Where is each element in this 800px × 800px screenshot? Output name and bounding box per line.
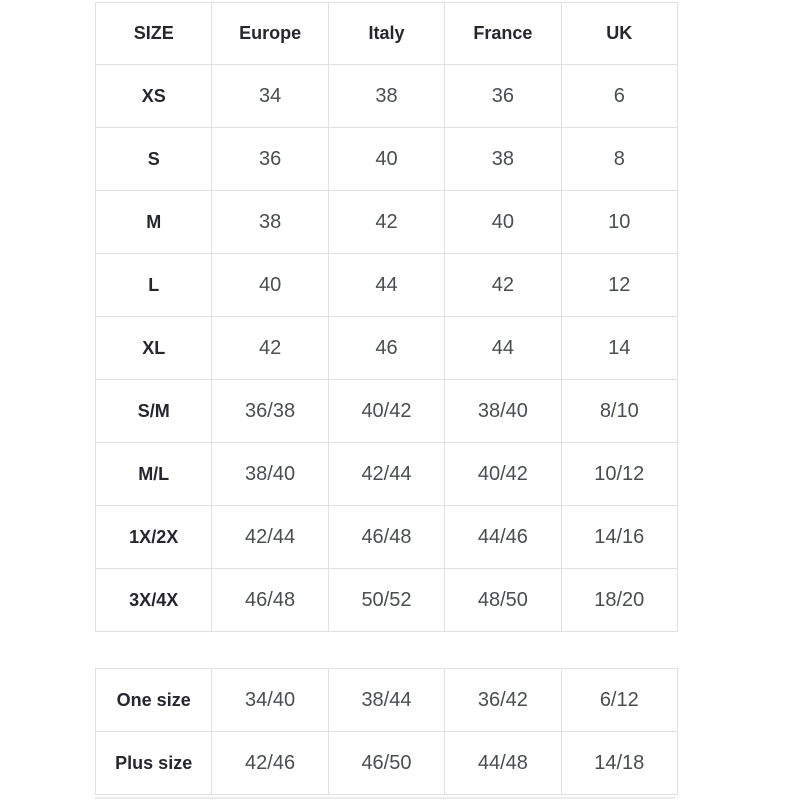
table-row — [96, 65, 678, 128]
size-value-cell: 50/52 — [328, 569, 444, 632]
size-value-cell: 40/42 — [328, 380, 444, 443]
size-table-head — [96, 3, 678, 65]
region-column-header: France — [445, 3, 561, 65]
size-value-cell: 18/20 — [561, 569, 677, 632]
size-value-cell: 10/12 — [561, 443, 677, 506]
size-conversion-chart — [95, 2, 678, 795]
region-column-header: Europe — [212, 3, 328, 65]
size-value-cell: 44/46 — [445, 506, 561, 569]
table-row — [96, 732, 678, 795]
row-label: XS — [96, 65, 212, 128]
row-label: One size — [96, 669, 212, 732]
size-value-cell: 42/44 — [212, 506, 328, 569]
row-label: XL — [96, 317, 212, 380]
size-value-cell: 8/10 — [561, 380, 677, 443]
size-value-cell: 34/40 — [212, 669, 328, 732]
size-table-body — [96, 65, 678, 632]
row-label: 1X/2X — [96, 506, 212, 569]
region-column-header: UK — [561, 3, 677, 65]
size-value-cell: 14 — [561, 317, 677, 380]
row-label: 3X/4X — [96, 569, 212, 632]
size-value-cell: 46 — [328, 317, 444, 380]
size-value-cell: 44/48 — [445, 732, 561, 795]
table-row — [96, 569, 678, 632]
size-value-cell: 36 — [212, 128, 328, 191]
size-value-cell: 40 — [328, 128, 444, 191]
size-value-cell: 42 — [212, 317, 328, 380]
size-value-cell: 46/48 — [212, 569, 328, 632]
size-value-cell: 38/44 — [328, 669, 444, 732]
size-value-cell: 6 — [561, 65, 677, 128]
row-label: M/L — [96, 443, 212, 506]
size-value-cell: 14/18 — [561, 732, 677, 795]
row-label: S/M — [96, 380, 212, 443]
table-row — [96, 506, 678, 569]
row-label: S — [96, 128, 212, 191]
size-value-cell: 36/42 — [445, 669, 561, 732]
size-value-cell: 46/48 — [328, 506, 444, 569]
size-value-cell: 44 — [328, 254, 444, 317]
size-value-cell: 42/44 — [328, 443, 444, 506]
size-value-cell: 42 — [328, 191, 444, 254]
one-size-table — [95, 668, 678, 795]
size-value-cell: 38 — [328, 65, 444, 128]
size-value-cell: 46/50 — [328, 732, 444, 795]
size-value-cell: 40 — [445, 191, 561, 254]
size-value-cell: 12 — [561, 254, 677, 317]
size-table-header-row — [96, 3, 678, 65]
size-value-cell: 10 — [561, 191, 677, 254]
size-value-cell: 8 — [561, 128, 677, 191]
size-value-cell: 34 — [212, 65, 328, 128]
size-value-cell: 14/16 — [561, 506, 677, 569]
table-row — [96, 191, 678, 254]
row-label: Plus size — [96, 732, 212, 795]
row-label: L — [96, 254, 212, 317]
size-value-cell: 6/12 — [561, 669, 677, 732]
size-value-cell: 38 — [212, 191, 328, 254]
size-value-cell: 36/38 — [212, 380, 328, 443]
size-value-cell: 44 — [445, 317, 561, 380]
table-row — [96, 380, 678, 443]
cropped-next-table-top-edge — [95, 797, 675, 799]
table-row — [96, 443, 678, 506]
table-row — [96, 317, 678, 380]
row-label: M — [96, 191, 212, 254]
table-row — [96, 669, 678, 732]
size-value-cell: 40 — [212, 254, 328, 317]
table-row — [96, 254, 678, 317]
size-value-cell: 42/46 — [212, 732, 328, 795]
region-column-header: Italy — [328, 3, 444, 65]
size-value-cell: 38/40 — [445, 380, 561, 443]
one-size-table-body — [96, 669, 678, 795]
size-value-cell: 48/50 — [445, 569, 561, 632]
size-conversion-table — [95, 2, 678, 632]
size-value-cell: 36 — [445, 65, 561, 128]
size-value-cell: 42 — [445, 254, 561, 317]
size-column-header: SIZE — [96, 3, 212, 65]
size-value-cell: 40/42 — [445, 443, 561, 506]
size-value-cell: 38 — [445, 128, 561, 191]
size-value-cell: 38/40 — [212, 443, 328, 506]
table-row — [96, 128, 678, 191]
